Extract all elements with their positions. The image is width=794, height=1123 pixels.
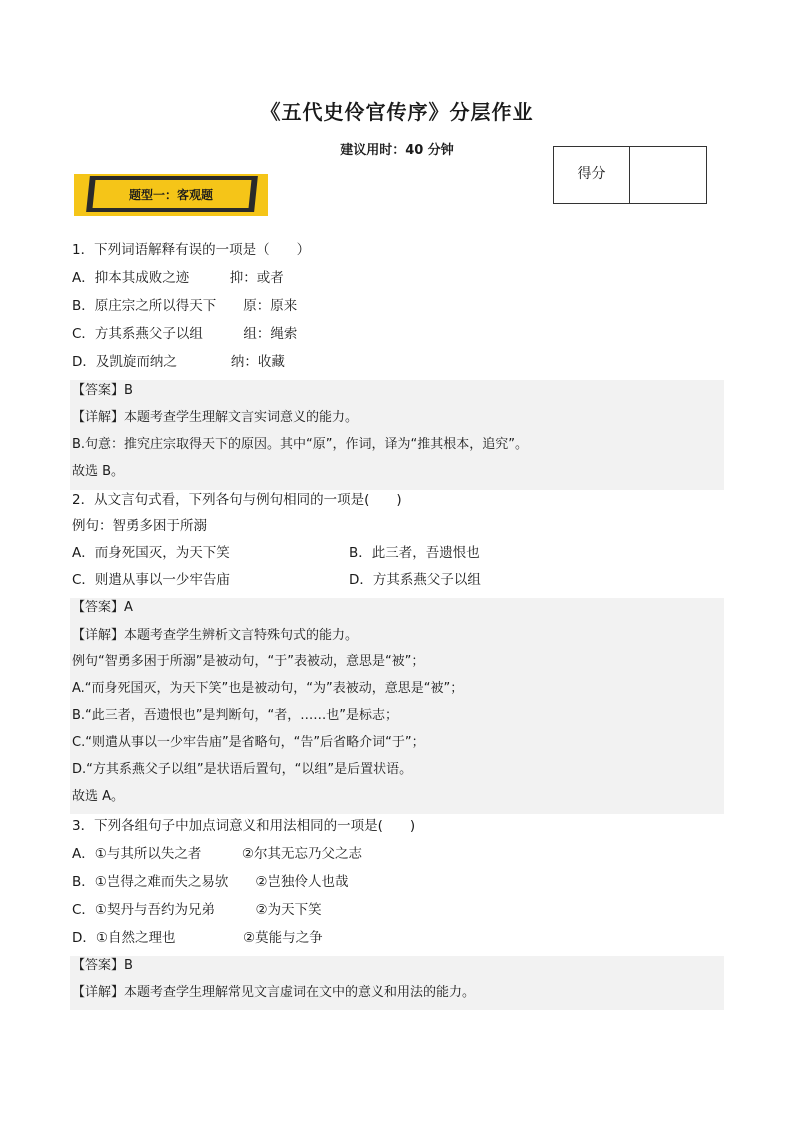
- question-3-option-d: D．①自然之理也 ②莫能与之争: [72, 930, 323, 946]
- question-2-explanation-a: A.“而身死国灭，为天下笑”也是被动句，“为”表被动，意思是“被”；: [72, 681, 464, 696]
- score-value-field[interactable]: [630, 147, 706, 203]
- question-2-option-b: B．此三者，吾遗恨也: [349, 545, 480, 561]
- question-1-detail-2: B.句意：推究庄宗取得天下的原因。其中“原”，作词，译为“推其根本，追究”。: [72, 437, 528, 452]
- question-3-option-c: C．①契丹与吾约为兄弟 ②为天下笑: [72, 902, 322, 918]
- question-1-conclusion: 故选 B。: [72, 464, 125, 479]
- question-2-stem: 2．从文言句式看，下列各句与例句相同的一项是( ): [72, 492, 402, 508]
- question-2-explanation-d: D.“方其系燕父子以组”是状语后置句，“以组”是后置状语。: [72, 762, 413, 777]
- question-2-explanation-example: 例句“智勇多困于所溺”是被动句，“于”表被动，意思是“被”；: [72, 654, 425, 669]
- section-banner: [74, 174, 268, 216]
- suggested-time: 建议用时：40 分钟: [340, 143, 454, 158]
- question-1-option-c: C．方其系燕父子以组 组：绳索: [72, 326, 298, 342]
- question-2-option-c: C．则遣从事以一少牢告庙: [72, 572, 230, 588]
- question-1-answer: 【答案】B: [72, 383, 133, 398]
- question-1-option-b: B．原庄宗之所以得天下 原：原来: [72, 298, 298, 314]
- question-1-detail: 【详解】本题考查学生理解文言实词意义的能力。: [72, 410, 359, 425]
- question-3-option-a: A．①与其所以失之者 ②尔其无忘乃父之志: [72, 846, 362, 862]
- question-2-explanation-b: B.“此三者，吾遗恨也”是判断句，“者，……也”是标志；: [72, 708, 398, 723]
- score-box: [553, 146, 707, 204]
- question-3-option-b: B．①岂得之难而失之易欤 ②岂独伶人也哉: [72, 874, 349, 890]
- question-2-conclusion: 故选 A。: [72, 789, 125, 804]
- question-2-explanation-c: C.“则遣从事以一少牢告庙”是省略句，“告”后省略介词“于”；: [72, 735, 425, 750]
- question-2-example: 例句：智勇多困于所溺: [72, 518, 207, 534]
- page-title: 《五代史伶官传序》分层作业: [260, 100, 534, 124]
- question-1-stem: 1．下列词语解释有误的一项是（ ）: [72, 242, 311, 258]
- question-3-answer: 【答案】B: [72, 958, 133, 973]
- score-label: 得分: [554, 147, 630, 203]
- question-2-detail: 【详解】本题考查学生辨析文言特殊句式的能力。: [72, 628, 359, 643]
- question-3-stem: 3．下列各组句子中加点词意义和用法相同的一项是( ): [72, 818, 416, 834]
- question-2-answer: 【答案】A: [72, 600, 133, 615]
- question-3-detail: 【详解】本题考查学生理解常见文言虚词在文中的意义和用法的能力。: [72, 985, 476, 1000]
- question-1-option-d: D．及凯旋而纳之 纳：收藏: [72, 354, 285, 370]
- question-1-option-a: A．抑本其成败之迹 抑：或者: [72, 270, 284, 286]
- question-2-option-a: A．而身死国灭，为天下笑: [72, 545, 230, 561]
- question-2-option-d: D．方其系燕父子以组: [349, 572, 481, 588]
- section-label: 题型一：客观题: [128, 188, 213, 202]
